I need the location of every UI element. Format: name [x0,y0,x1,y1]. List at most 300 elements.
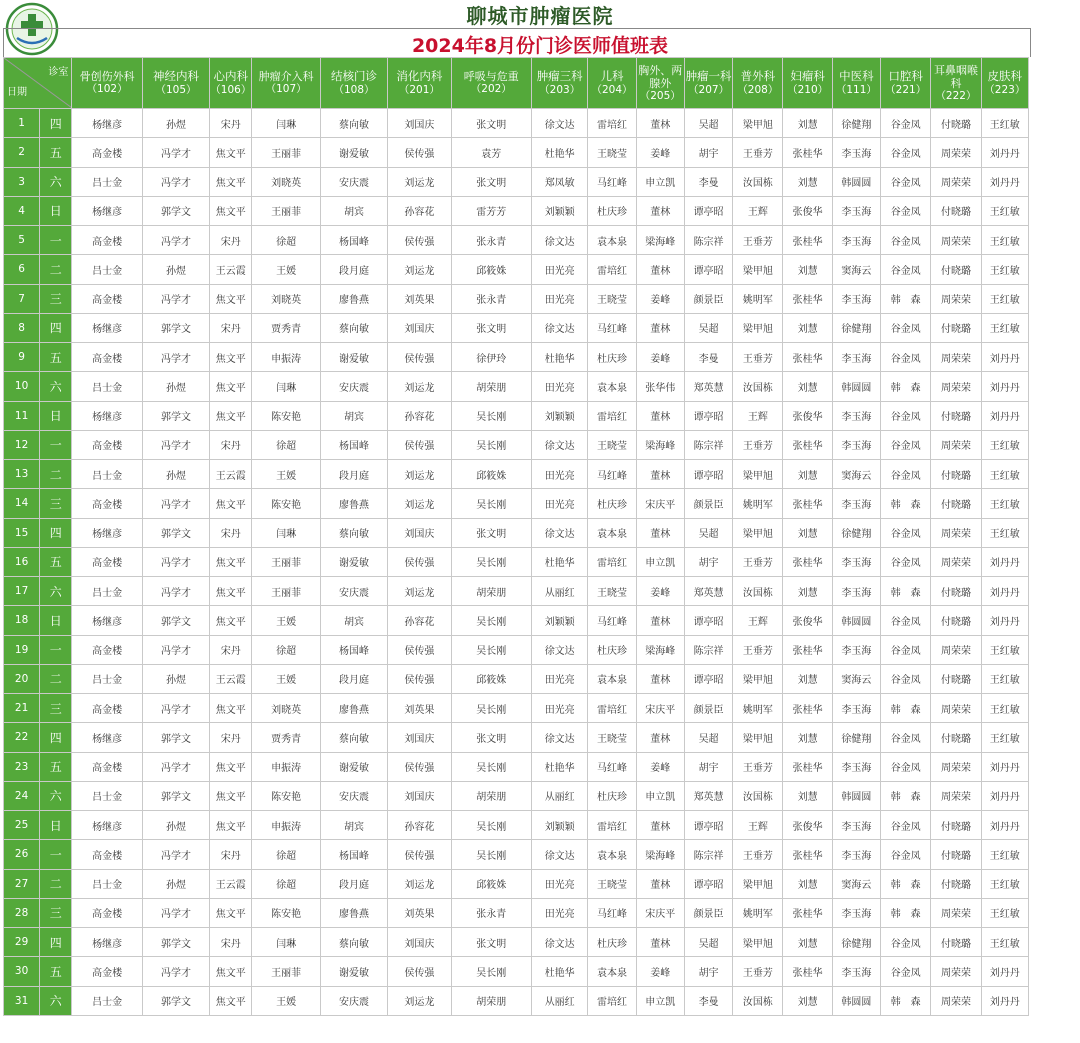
weekday-cell: 四 [40,518,72,547]
doctor-cell: 侯传强 [388,547,451,576]
doctor-cell: 冯学才 [142,343,209,372]
doctor-cell: 张桂华 [783,635,832,664]
room-number: （203） [539,84,581,96]
table-row [4,723,1029,752]
doctor-cell: 段月庭 [320,869,387,898]
doctor-cell: 吴长刚 [451,635,531,664]
doctor-cell: 刘慧 [783,664,832,693]
doctor-cell: 高金楼 [72,343,142,372]
doctor-cell: 侯传强 [388,343,451,372]
weekday-cell: 四 [40,313,72,342]
doctor-cell: 刘英果 [388,898,451,927]
doctor-cell: 刘丹丹 [981,138,1028,167]
doctor-cell: 申立凯 [636,167,684,196]
doctor-cell: 刘丹丹 [981,547,1028,576]
doctor-cell: 梁甲旭 [733,664,783,693]
doctor-cell: 李玉海 [832,284,880,313]
doctor-cell: 王红敏 [981,928,1028,957]
doctor-cell: 孙煜 [142,460,209,489]
doctor-cell: 高金楼 [72,226,142,255]
doctor-cell: 吕士金 [72,167,142,196]
doctor-cell: 周荣荣 [931,226,981,255]
doctor-cell: 李曼 [684,986,732,1015]
doctor-cell: 焦文平 [210,284,252,313]
doctor-cell: 胡宾 [320,811,387,840]
doctor-cell: 杨继彦 [72,401,142,430]
doctor-cell: 安庆震 [320,986,387,1015]
doctor-cell: 申立凯 [636,986,684,1015]
doctor-cell: 姜峰 [636,752,684,781]
doctor-cell: 张文明 [451,313,531,342]
doctor-cell: 刘国庆 [388,781,451,810]
doctor-cell: 宋丹 [210,430,252,459]
doctor-cell: 刘国庆 [388,109,451,138]
doctor-cell: 廖鲁燕 [320,489,387,518]
doctor-cell: 侯传强 [388,957,451,986]
room-number: （210） [787,84,829,96]
table-row [4,606,1029,635]
doctor-cell: 梁海峰 [636,840,684,869]
doctor-cell: 刘慧 [783,167,832,196]
department-header [588,58,636,109]
doctor-cell: 杜庆珍 [588,196,636,225]
doctor-cell: 谭亭昭 [684,811,732,840]
doctor-cell: 付晓璐 [931,869,981,898]
doctor-cell: 冯学才 [142,430,209,459]
doctor-cell: 宋庆平 [636,489,684,518]
doctor-cell: 张文明 [451,167,531,196]
doctor-cell: 马红峰 [588,606,636,635]
room-number: （106） [210,84,252,96]
doctor-cell: 王云霞 [210,460,252,489]
date-cell: 9 [4,343,40,372]
doctor-cell: 周荣荣 [931,635,981,664]
doctor-cell: 侯传强 [388,840,451,869]
department-name: 儿科 [600,69,624,83]
doctor-cell: 王红敏 [981,635,1028,664]
doctor-cell: 申振涛 [252,752,320,781]
doctor-cell: 窦海云 [832,869,880,898]
doctor-cell: 谷金凤 [881,664,931,693]
doctor-cell: 宋丹 [210,840,252,869]
doctor-cell: 周荣荣 [931,694,981,723]
doctor-cell: 董林 [636,811,684,840]
weekday-cell: 二 [40,664,72,693]
doctor-cell: 焦文平 [210,372,252,401]
doctor-cell: 王红敏 [981,226,1028,255]
table-row [4,898,1029,927]
doctor-cell: 马红峰 [588,752,636,781]
doctor-cell: 谷金凤 [881,167,931,196]
doctor-cell: 胡荣朋 [451,372,531,401]
doctor-cell: 徐文达 [532,518,588,547]
doctor-cell: 谷金凤 [881,723,931,752]
doctor-cell: 李玉海 [832,840,880,869]
department-name: 肿瘤介入科 [258,70,314,83]
table-row [4,694,1029,723]
doctor-cell: 孙煜 [142,255,209,284]
department-header [142,58,209,109]
doctor-cell: 付晓璐 [931,460,981,489]
doctor-cell: 王垂芳 [733,547,783,576]
weekday-cell: 一 [40,635,72,664]
doctor-cell: 张永青 [451,898,531,927]
doctor-cell: 刘丹丹 [981,401,1028,430]
doctor-cell: 侯传强 [388,664,451,693]
doctor-cell: 李玉海 [832,694,880,723]
table-row [4,577,1029,606]
doctor-cell: 吴长刚 [451,401,531,430]
department-header [832,58,880,109]
department-header [783,58,832,109]
doctor-cell: 徐文达 [532,635,588,664]
room-label: 诊室 [48,67,69,78]
doctor-cell: 邱筱姝 [451,460,531,489]
doctor-cell: 杨继彦 [72,606,142,635]
doctor-cell: 王辉 [733,606,783,635]
department-name: 肿瘤三科 [536,69,583,83]
doctor-cell: 吴超 [684,928,732,957]
table-row [4,226,1029,255]
duty-roster-table [3,57,1029,1016]
doctor-cell: 付晓璐 [931,196,981,225]
doctor-cell: 吴长刚 [451,811,531,840]
doctor-cell: 刘慧 [783,723,832,752]
doctor-cell: 高金楼 [72,284,142,313]
doctor-cell: 窦海云 [832,664,880,693]
doctor-cell: 徐文达 [532,109,588,138]
doctor-cell: 焦文平 [210,196,252,225]
doctor-cell: 田光亮 [532,460,588,489]
doctor-cell: 陈宗祥 [684,635,732,664]
doctor-cell: 吴长刚 [451,606,531,635]
doctor-cell: 吕士金 [72,664,142,693]
doctor-cell: 王垂芳 [733,226,783,255]
table-row [4,401,1029,430]
weekday-cell: 四 [40,109,72,138]
department-name: 皮肤科 [987,69,1023,83]
doctor-cell: 韩 森 [881,489,931,518]
doctor-cell: 刘慧 [783,313,832,342]
doctor-cell: 雷培红 [588,255,636,284]
doctor-cell: 宋庆平 [636,694,684,723]
weekday-cell: 一 [40,430,72,459]
doctor-cell: 胡宾 [320,196,387,225]
doctor-cell: 梁海峰 [636,430,684,459]
doctor-cell: 杜庆珍 [588,781,636,810]
department-name: 妇瘤科 [790,69,825,83]
doctor-cell: 焦文平 [210,781,252,810]
table-row [4,986,1029,1015]
doctor-cell: 段月庭 [320,255,387,284]
table-row [4,869,1029,898]
date-cell: 11 [4,401,40,430]
table-row [4,284,1029,313]
doctor-cell: 谢爱敏 [320,957,387,986]
doctor-cell: 王红敏 [981,694,1028,723]
doctor-cell: 刘运龙 [388,255,451,284]
doctor-cell: 冯学才 [142,840,209,869]
doctor-cell: 郭学文 [142,606,209,635]
doctor-cell: 宋丹 [210,723,252,752]
doctor-cell: 刘运龙 [388,167,451,196]
doctor-cell: 田光亮 [532,284,588,313]
doctor-cell: 焦文平 [210,986,252,1015]
weekday-cell: 六 [40,372,72,401]
doctor-cell: 焦文平 [210,401,252,430]
doctor-cell: 侯传强 [388,635,451,664]
table-row [4,518,1029,547]
doctor-cell: 徐超 [252,840,320,869]
doctor-cell: 刘丹丹 [981,957,1028,986]
doctor-cell: 王红敏 [981,109,1028,138]
doctor-cell: 周荣荣 [931,986,981,1015]
doctor-cell: 杨继彦 [72,928,142,957]
doctor-cell: 梁甲旭 [733,255,783,284]
doctor-cell: 王红敏 [981,196,1028,225]
doctor-cell: 刘丹丹 [981,577,1028,606]
doctor-cell: 韩圆圆 [832,986,880,1015]
doctor-cell: 张文明 [451,109,531,138]
date-cell: 31 [4,986,40,1015]
doctor-cell: 董林 [636,255,684,284]
doctor-cell: 徐伊玲 [451,343,531,372]
doctor-cell: 姚明军 [733,694,783,723]
doctor-cell: 蔡向敏 [320,723,387,752]
doctor-cell: 董林 [636,109,684,138]
doctor-cell: 王垂芳 [733,957,783,986]
doctor-cell: 韩 森 [881,898,931,927]
corner-cell [4,58,72,109]
doctor-cell: 胡宇 [684,547,732,576]
doctor-cell: 窦海云 [832,255,880,284]
doctor-cell: 徐健翔 [832,928,880,957]
doctor-cell: 吴长刚 [451,752,531,781]
doctor-cell: 张文明 [451,723,531,752]
weekday-cell: 二 [40,869,72,898]
doctor-cell: 韩圆圆 [832,781,880,810]
date-cell: 13 [4,460,40,489]
doctor-cell: 张桂华 [783,547,832,576]
doctor-cell: 谭亭昭 [684,460,732,489]
table-row [4,840,1029,869]
doctor-cell: 韩 森 [881,986,931,1015]
doctor-cell: 胡宇 [684,138,732,167]
doctor-cell: 胡宾 [320,401,387,430]
doctor-cell: 杜艳华 [532,138,588,167]
doctor-cell: 颜景臣 [684,489,732,518]
doctor-cell: 刘运龙 [388,460,451,489]
doctor-cell: 从丽红 [532,577,588,606]
doctor-cell: 谷金凤 [881,811,931,840]
doctor-cell: 申立凯 [636,781,684,810]
date-cell: 12 [4,430,40,459]
doctor-cell: 谷金凤 [881,196,931,225]
doctor-cell: 孙煜 [142,811,209,840]
date-cell: 1 [4,109,40,138]
doctor-cell: 谭亭昭 [684,196,732,225]
doctor-cell: 颜景臣 [684,284,732,313]
doctor-cell: 梁甲旭 [733,928,783,957]
department-name: 消化内科 [396,69,443,83]
doctor-cell: 李玉海 [832,489,880,518]
room-number: （207） [688,84,730,96]
table-row [4,196,1029,225]
schedule-title: 2024年8月份门诊医师值班表 [411,35,669,57]
doctor-cell: 孙煜 [142,109,209,138]
doctor-cell: 韩 森 [881,372,931,401]
doctor-cell: 王红敏 [981,518,1028,547]
date-cell: 30 [4,957,40,986]
table-row [4,372,1029,401]
weekday-cell: 四 [40,928,72,957]
doctor-cell: 王媛 [252,664,320,693]
doctor-cell: 段月庭 [320,460,387,489]
weekday-cell: 二 [40,255,72,284]
doctor-cell: 蔡向敏 [320,313,387,342]
doctor-cell: 周荣荣 [931,898,981,927]
doctor-cell: 谭亭昭 [684,401,732,430]
doctor-cell: 付晓璐 [931,401,981,430]
room-number: （223） [984,84,1026,96]
doctor-cell: 董林 [636,723,684,752]
doctor-cell: 焦文平 [210,577,252,606]
doctor-cell: 徐文达 [532,313,588,342]
date-cell: 4 [4,196,40,225]
doctor-cell: 梁海峰 [636,226,684,255]
doctor-cell: 郑英慧 [684,372,732,401]
doctor-cell: 谷金凤 [881,928,931,957]
doctor-cell: 侯传强 [388,138,451,167]
doctor-cell: 马红峰 [588,167,636,196]
doctor-cell: 吴长刚 [451,547,531,576]
doctor-cell: 孙容花 [388,606,451,635]
doctor-cell: 吕士金 [72,869,142,898]
doctor-cell: 吴长刚 [451,694,531,723]
doctor-cell: 田光亮 [532,869,588,898]
doctor-cell: 周荣荣 [931,752,981,781]
doctor-cell: 刘慧 [783,986,832,1015]
weekday-cell: 五 [40,343,72,372]
doctor-cell: 董林 [636,401,684,430]
doctor-cell: 焦文平 [210,898,252,927]
date-cell: 28 [4,898,40,927]
doctor-cell: 刘慧 [783,928,832,957]
doctor-cell: 申振涛 [252,343,320,372]
doctor-cell: 付晓璐 [931,664,981,693]
doctor-cell: 付晓璐 [931,489,981,518]
doctor-cell: 杨继彦 [72,518,142,547]
weekday-cell: 日 [40,196,72,225]
department-header [733,58,783,109]
doctor-cell: 吴长刚 [451,489,531,518]
doctor-cell: 李玉海 [832,401,880,430]
doctor-cell: 王红敏 [981,840,1028,869]
doctor-cell: 吕士金 [72,577,142,606]
doctor-cell: 韩 森 [881,577,931,606]
weekday-cell: 五 [40,547,72,576]
doctor-cell: 冯学才 [142,957,209,986]
doctor-cell: 周荣荣 [931,343,981,372]
weekday-cell: 五 [40,957,72,986]
doctor-cell: 李玉海 [832,138,880,167]
doctor-cell: 吕士金 [72,460,142,489]
date-cell: 14 [4,489,40,518]
doctor-cell: 刘颖颖 [532,811,588,840]
doctor-cell: 张桂华 [783,752,832,781]
doctor-cell: 高金楼 [72,840,142,869]
doctor-cell: 董林 [636,518,684,547]
doctor-cell: 雷培红 [588,109,636,138]
doctor-cell: 宋庆平 [636,898,684,927]
doctor-cell: 颜景臣 [684,694,732,723]
doctor-cell: 李玉海 [832,957,880,986]
doctor-cell: 姜峰 [636,138,684,167]
doctor-cell: 刘慧 [783,869,832,898]
doctor-cell: 姜峰 [636,577,684,606]
department-header [320,58,387,109]
doctor-cell: 焦文平 [210,811,252,840]
department-header [210,58,252,109]
department-header [931,58,981,109]
doctor-cell: 刘丹丹 [981,811,1028,840]
hospital-name: 聊城市肿瘤医院 [466,4,614,28]
department-header [981,58,1028,109]
department-name: 心内科 [213,69,249,83]
weekday-cell: 四 [40,723,72,752]
doctor-cell: 刘国庆 [388,518,451,547]
doctor-cell: 谢爱敏 [320,343,387,372]
department-name: 神经内科 [152,69,199,83]
doctor-cell: 侯传强 [388,752,451,781]
doctor-cell: 刘慧 [783,781,832,810]
doctor-cell: 申立凯 [636,547,684,576]
doctor-cell: 从丽红 [532,781,588,810]
doctor-cell: 高金楼 [72,138,142,167]
doctor-cell: 付晓璐 [931,928,981,957]
doctor-cell: 王垂芳 [733,635,783,664]
doctor-cell: 刘慧 [783,372,832,401]
doctor-cell: 闫琳 [252,109,320,138]
doctor-cell: 陈宗祥 [684,226,732,255]
room-number: （222） [935,89,977,102]
doctor-cell: 王媛 [252,606,320,635]
doctor-cell: 李曼 [684,343,732,372]
doctor-cell: 贾秀青 [252,723,320,752]
doctor-cell: 王丽菲 [252,577,320,606]
doctor-cell: 谭亭昭 [684,869,732,898]
date-cell: 26 [4,840,40,869]
table-row [4,460,1029,489]
doctor-cell: 张俊华 [783,606,832,635]
doctor-cell: 郑英慧 [684,577,732,606]
doctor-cell: 吕士金 [72,781,142,810]
doctor-cell: 刘颖颖 [532,401,588,430]
doctor-cell: 刘慧 [783,518,832,547]
doctor-cell: 董林 [636,606,684,635]
doctor-cell: 刘国庆 [388,723,451,752]
doctor-cell: 周荣荣 [931,167,981,196]
doctor-cell: 郑凤敏 [532,167,588,196]
date-cell: 5 [4,226,40,255]
doctor-cell: 邱筱姝 [451,869,531,898]
doctor-cell: 胡宇 [684,752,732,781]
doctor-cell: 焦文平 [210,489,252,518]
table-row [4,957,1029,986]
doctor-cell: 汝国栋 [733,167,783,196]
doctor-cell: 王媛 [252,460,320,489]
doctor-cell: 焦文平 [210,547,252,576]
